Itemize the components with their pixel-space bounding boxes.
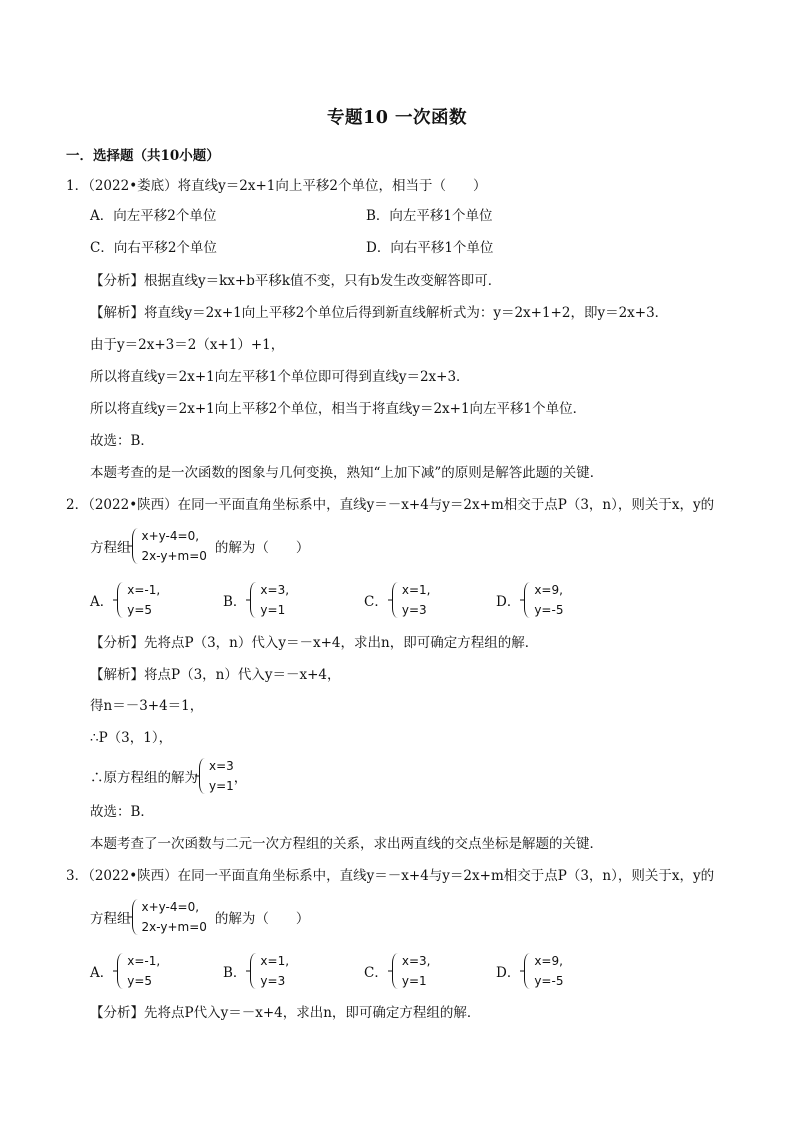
option-label: D． [496,965,521,981]
q2-system-prefix: 方程组 [90,540,131,556]
q2-system-row [90,526,309,566]
q1-option-b: B．向左平移1个单位 [366,208,493,224]
solution-prefix: ∴原方程组的解为 [90,770,198,786]
q1-solution-line: 由于y＝2x+3＝2（x+1）+1， [90,337,285,353]
q2-answer: 故选：B． [90,804,154,820]
q1-summary: 本题考查的是一次函数的图象与几何变换，熟知“上加下减”的原则是解答此题的关键． [90,465,604,481]
option-label: B． [223,965,247,981]
equation-row: x+y-4=0, [141,529,200,543]
q2-solution-system-row [90,756,247,796]
q2-option-a [90,580,160,620]
solution-system: x=3 y=1 [198,756,234,796]
q3-analysis: 【分析】先将点P代入y＝－x+4，求出n，即可确定方程组的解． [90,1005,481,1021]
q2-solution-line: 【解析】将点P（3，n）代入y＝－x+4， [90,667,341,683]
page-title: 专题10 一次函数 [327,108,467,128]
q3-system-row [90,897,309,937]
q3-option-a [90,951,160,991]
q1-option-d: D．向右平移1个单位 [366,240,494,256]
solution-suffix: ， [233,770,248,786]
q1-solution-line: 所以将直线y＝2x+1向左平移1个单位即可得到直线y＝2x+3． [90,369,470,385]
option-label: C． [364,965,388,981]
q2-system-suffix: 的解为（ ） [214,540,310,556]
q3-stem: 3．（2022•陕西）在同一平面直角坐标系中，直线y＝－x+4与y＝2x+m相交于点P（3，n），则关于x，y的 [66,868,715,884]
option-system: x=1, y=3 [391,580,431,620]
q1-stem: 1．（2022•娄底）将直线y＝2x+1向上平移2个单位，相当于（ ） [66,178,487,194]
section-heading: 一．选择题（共10小题） [66,148,220,164]
option-system: x=1, y=3 [249,951,289,991]
q2-summary: 本题考查了一次函数与二元一次方程组的关系，求出两直线的交点坐标是解题的关键． [90,836,603,852]
option-label: C． [364,594,388,610]
option-system: x=9, y=-5 [523,580,563,620]
option-system: x=-1, y=5 [116,580,160,620]
equation-row: 2x-y+m=0 [141,920,207,934]
q3-system-prefix: 方程组 [90,911,131,927]
q2-analysis: 【分析】先将点P（3，n）代入y＝－x+4，求出n，即可确定方程组的解． [90,635,539,651]
q1-solution-line: 所以将直线y＝2x+1向上平移2个单位，相当于将直线y＝2x+1向左平移1个单位． [90,401,587,417]
option-label: D． [496,594,521,610]
q3-system-suffix: 的解为（ ） [214,911,310,927]
option-label: A． [90,965,114,981]
option-label: B． [223,594,247,610]
option-system: x=-1, y=5 [116,951,160,991]
q2-option-d [496,580,563,620]
q2-option-b [223,580,289,620]
q3-option-d [496,951,563,991]
q1-answer: 故选：B． [90,433,154,449]
q3-equation-system [131,897,207,937]
q2-option-c [364,580,430,620]
q2-equation-system [131,526,207,566]
q1-option-c: C．向右平移2个单位 [90,240,217,256]
q2-solution-line: 得n＝－3+4＝1， [90,698,204,714]
q2-stem: 2．（2022•陕西）在同一平面直角坐标系中，直线y＝－x+4与y＝2x+m相交于点P（3，n），则关于x，y的 [66,497,715,513]
equation-row: 2x-y+m=0 [141,549,207,563]
q2-solution-line: ∴P（3，1）， [90,730,173,746]
option-system: x=9, y=-5 [523,951,563,991]
q3-option-b [223,951,289,991]
option-system: x=3, y=1 [249,580,289,620]
option-label: A． [90,594,114,610]
q1-solution-line: 【解析】将直线y＝2x+1向上平移2个单位后得到新直线解析式为：y＝2x+1+2，即y＝2x+3． [90,305,669,321]
q3-option-c [364,951,430,991]
equation-row: x+y-4=0, [141,900,200,914]
q1-analysis: 【分析】根据直线y＝kx+b平移k值不变，只有b发生改变解答即可． [90,273,502,289]
q1-option-a: A．向左平移2个单位 [90,208,217,224]
option-system: x=3, y=1 [391,951,431,991]
